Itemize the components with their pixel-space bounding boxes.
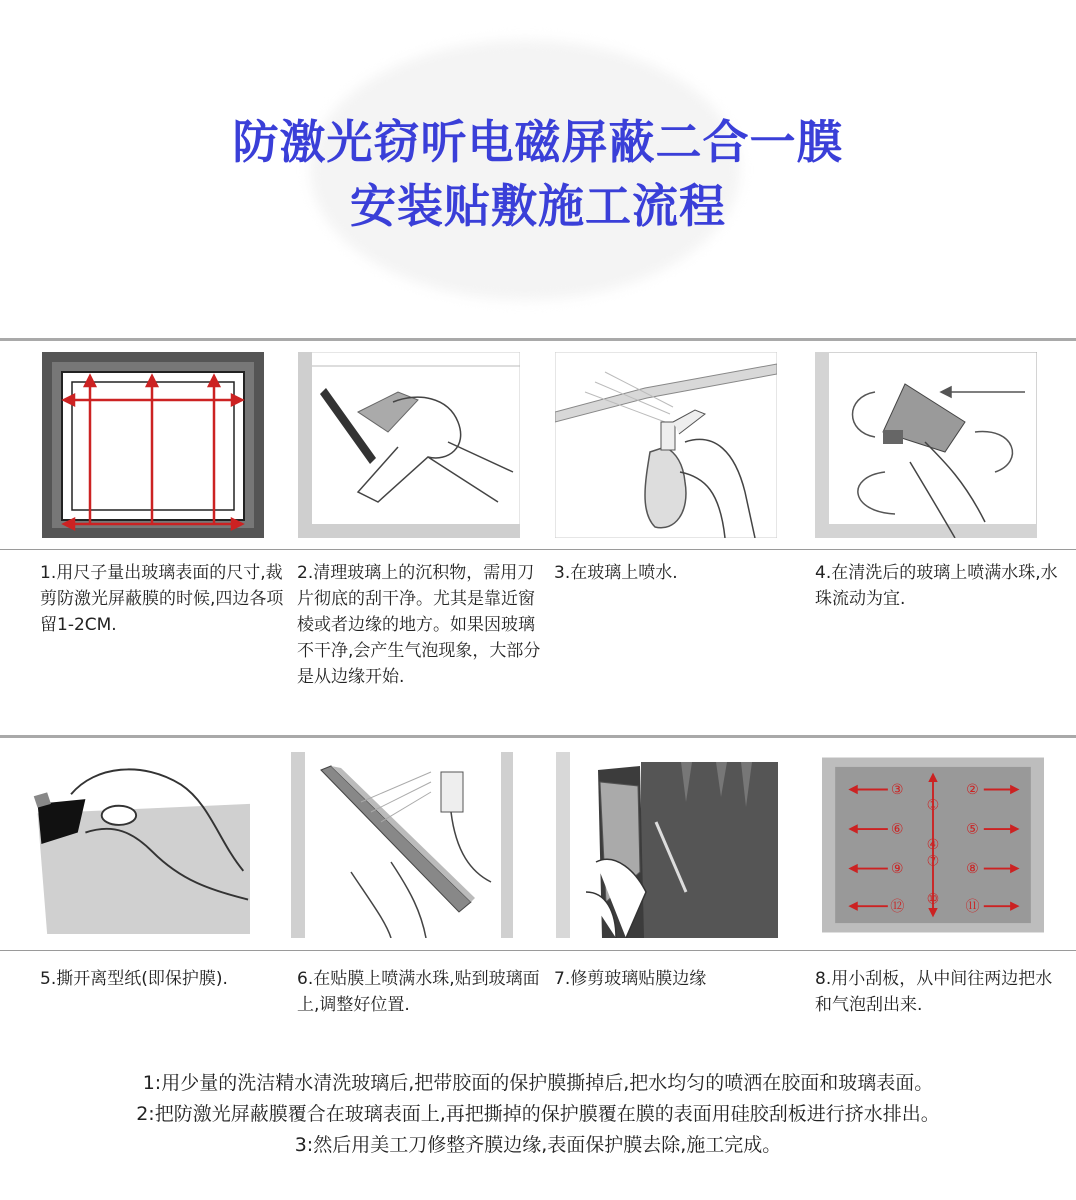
divider-top (0, 338, 1076, 341)
step-6-caption: 6.在贴膜上喷满水珠,贴到玻璃面上,调整好位置. (297, 969, 540, 1015)
order-label: ⑤ (966, 821, 979, 838)
note-1: 1:用少量的洗洁精水清洗玻璃后,把带胶面的保护膜撕掉后,把水均匀的喷洒在胶面和玻璃表面。 (142, 1072, 934, 1094)
step-8-caption: 8.用小刮板，从中间往两边把水和气泡刮出来. (815, 969, 1053, 1015)
page-title (0, 110, 1076, 238)
trim-edge-icon (556, 752, 778, 938)
note-2: 2:把防激光屏蔽膜覆合在玻璃表面上,再把撕掉的保护膜覆在膜的表面用硅胶刮板进行挤水排出。 (136, 1103, 940, 1125)
apply-film-icon (291, 752, 513, 938)
order-label: ⑥ (890, 821, 904, 838)
divider-middle (0, 735, 1076, 738)
step-1-illustration (42, 352, 264, 538)
order-label: ⑩ (926, 891, 940, 908)
order-label: ④ (926, 836, 940, 853)
scraper-hand-icon (298, 352, 520, 538)
step-3-caption: 3.在玻璃上喷水. (554, 563, 678, 583)
step-5-caption: 5.撕开离型纸(即保护膜). (40, 969, 228, 989)
note-3: 3:然后用美工刀修整齐膜边缘,表面保护膜去除,施工完成。 (294, 1134, 782, 1156)
step-4-caption: 4.在清洗后的玻璃上喷满水珠,水珠流动为宜. (815, 563, 1058, 609)
title-line-1: 防激光窃听电磁屏蔽二合一膜 (232, 115, 844, 169)
peel-film-icon (28, 752, 250, 938)
step-5-illustration (28, 752, 250, 938)
title-line-2: 安装贴敷施工流程 (350, 179, 726, 233)
squeegee-order-diagram-icon (822, 752, 1044, 938)
step-7-caption: 7.修剪玻璃贴膜边缘 (554, 969, 707, 989)
order-label: ⑧ (966, 861, 979, 878)
order-label: ⑨ (890, 861, 904, 878)
step-8-illustration (822, 752, 1044, 938)
divider-row2-captions (0, 950, 1076, 951)
step-4-illustration (815, 352, 1037, 538)
step-2-illustration (298, 352, 520, 538)
spray-bottle-icon (555, 352, 777, 538)
step-7-illustration (556, 752, 778, 938)
order-label: ③ (890, 782, 904, 799)
order-label: ② (966, 782, 979, 799)
step-2-caption: 2.清理玻璃上的沉积物，需用刀片彻底的刮干净。尤其是靠近窗棱或者边缘的地方。如果因玻璃不干净,会产生气泡现象，大部分是从边缘开始. (297, 563, 541, 687)
divider-row1-captions (0, 549, 1076, 550)
order-label: ⑪ (965, 898, 980, 915)
squeegee-wipe-icon (815, 352, 1037, 538)
measure-window-icon (42, 352, 264, 538)
order-label: ⑫ (890, 898, 905, 915)
step-1-caption: 1.用尺子量出玻璃表面的尺寸,裁剪防激光屏蔽膜的时候,四边各项留1-2CM. (40, 563, 284, 635)
step-6-illustration (291, 752, 513, 938)
step-3-illustration (555, 352, 777, 538)
order-label: ⑦ (926, 853, 940, 870)
instruction-notes (0, 1068, 1076, 1161)
order-label: ① (926, 797, 940, 814)
